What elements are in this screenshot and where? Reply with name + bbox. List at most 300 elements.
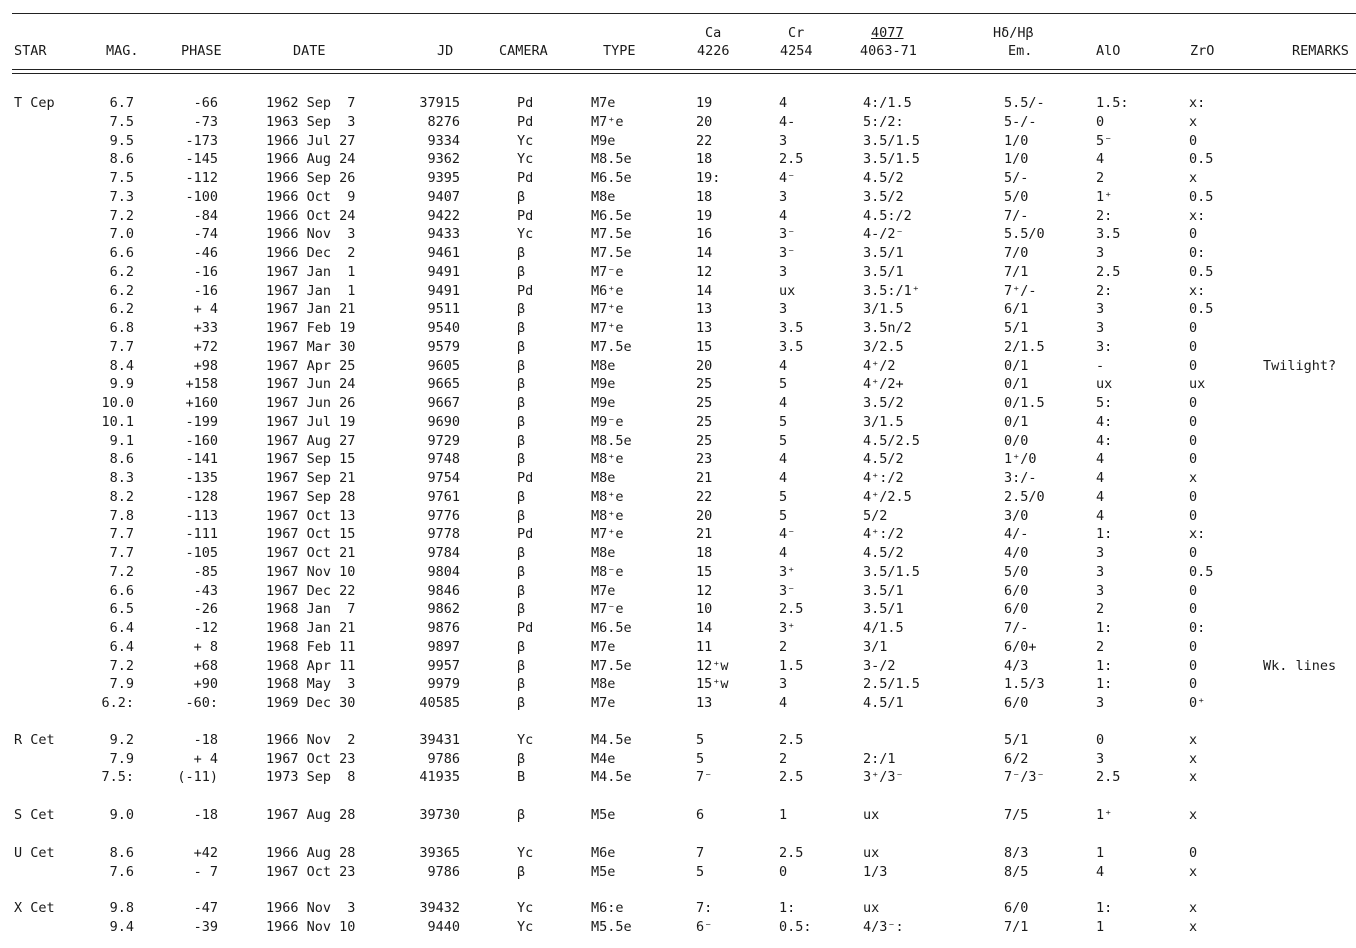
cell-zro: x	[1189, 750, 1198, 767]
cell-cr: 1	[779, 807, 788, 823]
cell-date: 1968 May 3	[266, 676, 356, 693]
cell-alo: 5⁻	[1096, 132, 1113, 149]
cell-jd: 9729	[427, 432, 460, 449]
cell-type: M4.5e	[591, 731, 632, 748]
cell-camera: β	[517, 357, 526, 374]
cell-zro: x:	[1189, 526, 1206, 543]
cell-alo: 3	[1096, 563, 1105, 580]
cell-ca: 7:	[696, 900, 713, 917]
cell-ratio: 2:/1	[863, 750, 896, 767]
cell-phase: -74	[193, 226, 218, 243]
cell-zro: x	[1189, 470, 1198, 486]
cell-star: R Cet	[14, 731, 55, 748]
cell-cr: 2.5	[779, 151, 804, 168]
cell-cr: 3	[779, 188, 788, 205]
cell-h: 1/0	[1004, 151, 1029, 168]
cell-camera: Pd	[517, 170, 534, 186]
cell-ratio: 3.5n/2	[863, 320, 912, 336]
cell-type: M6.5e	[591, 620, 632, 636]
cell-cr: 4	[779, 207, 788, 224]
cell-camera: β	[517, 301, 526, 318]
cell-h: 5/1	[1004, 320, 1029, 336]
cell-h: 6/2	[1004, 750, 1029, 767]
cell-ca: 14	[696, 245, 713, 261]
cell-alo: 1:	[1096, 676, 1113, 693]
cell-ca: 12	[696, 582, 713, 599]
cell-ratio: 4.5/2.5	[863, 432, 920, 449]
cell-phase: -160	[185, 432, 218, 449]
cell-mag: 9.8	[109, 900, 134, 917]
cell-ratio: 3.5/1.5	[863, 132, 920, 149]
cell-camera: β	[517, 582, 526, 599]
cell-type: M5e	[591, 863, 616, 880]
header-cr-element: Cr	[788, 25, 805, 41]
cell-ratio: 3/1	[863, 638, 888, 655]
cell-alo: 2:	[1096, 207, 1113, 224]
cell-type: M6.5e	[591, 170, 632, 186]
cell-h: 5-/-	[1004, 113, 1037, 130]
cell-cr: 4	[779, 470, 788, 486]
cell-camera: Pd	[517, 282, 534, 299]
cell-alo: 2.5	[1096, 769, 1121, 786]
cell-zro: x	[1189, 170, 1198, 186]
cell-camera: β	[517, 320, 526, 336]
cell-camera: β	[517, 376, 526, 393]
cell-h: 5/-	[1004, 170, 1029, 186]
cell-zro: 0	[1189, 413, 1198, 430]
cell-camera: β	[517, 338, 526, 355]
cell-ca: 13	[696, 695, 713, 711]
cell-cr: 2	[779, 638, 788, 655]
cell-h: 6/0	[1004, 601, 1029, 618]
cell-jd: 40585	[419, 695, 460, 711]
cell-jd: 9979	[427, 676, 460, 693]
cell-camera: β	[517, 601, 526, 618]
cell-type: M9⁻e	[591, 413, 624, 430]
cell-ratio: 4.5/2	[863, 451, 904, 468]
cell-alo: 4	[1096, 863, 1105, 880]
cell-camera: β	[517, 451, 526, 468]
cell-jd: 9422	[427, 207, 460, 224]
cell-mag: 6.2	[109, 282, 134, 299]
cell-type: M4e	[591, 750, 616, 767]
cell-phase: +98	[193, 357, 218, 374]
cell-jd: 9440	[427, 919, 460, 935]
cell-h: 7/-	[1004, 207, 1029, 224]
cell-camera: B	[517, 769, 526, 786]
cell-cr: 2.5	[779, 731, 804, 748]
header-alo: AlO	[1096, 43, 1121, 59]
cell-cr: 3	[779, 676, 788, 693]
cell-camera: β	[517, 807, 526, 823]
cell-camera: Pd	[517, 113, 534, 130]
header-mag: MAG.	[106, 43, 139, 59]
cell-camera: Yc	[517, 132, 534, 149]
cell-zro: x	[1189, 863, 1198, 880]
cell-mag: 6.5	[109, 601, 134, 618]
cell-ca: 13	[696, 320, 713, 336]
cell-camera: Pd	[517, 620, 534, 636]
cell-date: 1966 Jul 27	[266, 132, 356, 149]
cell-ratio: 4-/2⁻	[863, 226, 904, 243]
cell-alo: 4:	[1096, 413, 1113, 430]
cell-zro: x:	[1189, 282, 1206, 299]
cell-ratio: ux	[863, 807, 880, 823]
cell-camera: Yc	[517, 226, 534, 243]
cell-mag: 9.2	[109, 731, 134, 748]
cell-ca: 15⁺w	[696, 676, 729, 693]
cell-h: 7⁺/-	[1004, 282, 1037, 299]
cell-ratio: 1/3	[863, 863, 888, 880]
cell-h: 0/1	[1004, 357, 1029, 374]
cell-phase: +33	[193, 320, 218, 336]
cell-date: 1966 Dec 2	[266, 245, 356, 261]
cell-cr: 1:	[779, 900, 796, 917]
cell-ca: 5	[696, 863, 705, 880]
cell-ratio: 3.5/2	[863, 188, 904, 205]
cell-mag: 7.2	[109, 563, 134, 580]
cell-jd: 9804	[427, 563, 460, 580]
cell-phase: (-11)	[177, 769, 218, 786]
cell-mag: 7.7	[109, 526, 134, 543]
cell-mag: 7.7	[109, 545, 134, 561]
cell-cr: 3.5	[779, 320, 804, 336]
cell-type: M8⁺e	[591, 451, 624, 468]
cell-date: 1966 Nov 2	[266, 731, 356, 748]
cell-cr: ux	[779, 282, 796, 299]
cell-h: 4/0	[1004, 545, 1029, 561]
cell-type: M8e	[591, 470, 616, 486]
cell-cr: 4	[779, 451, 788, 468]
cell-ratio: 3.5/1	[863, 245, 904, 261]
cell-camera: β	[517, 695, 526, 711]
cell-date: 1967 Jun 26	[266, 395, 356, 411]
cell-remarks: Wk. lines	[1263, 657, 1337, 674]
cell-mag: 6.2	[109, 263, 134, 280]
cell-ca: 11	[696, 638, 713, 655]
cell-phase: -141	[185, 451, 218, 468]
cell-cr: 4-	[779, 113, 796, 130]
cell-zro: 0	[1189, 545, 1198, 561]
cell-type: M8e	[591, 676, 616, 693]
cell-mag: 7.5:	[101, 769, 134, 786]
cell-jd: 9846	[427, 582, 460, 599]
cell-date: 1966 Sep 26	[266, 170, 356, 186]
cell-ca: 21	[696, 526, 713, 543]
cell-camera: β	[517, 863, 526, 880]
cell-jd: 9491	[427, 282, 460, 299]
cell-alo: ux	[1096, 376, 1113, 393]
cell-jd: 9334	[427, 132, 460, 149]
cell-jd: 39365	[419, 844, 460, 861]
cell-type: M7.5e	[591, 245, 632, 261]
cell-date: 1966 Nov 3	[266, 900, 356, 917]
cell-zro: 0	[1189, 676, 1198, 693]
cell-alo: 3	[1096, 695, 1105, 711]
cell-jd: 9957	[427, 657, 460, 674]
top-rule	[12, 13, 1356, 14]
header-type: TYPE	[603, 43, 636, 59]
cell-ratio: 5/2	[863, 507, 888, 524]
cell-ratio: 4:/1.5	[863, 95, 912, 111]
cell-ratio: 3/2.5	[863, 338, 904, 355]
cell-camera: β	[517, 657, 526, 674]
cell-zro: 0	[1189, 338, 1198, 355]
cell-type: M7⁻e	[591, 263, 624, 280]
cell-date: 1967 Oct 23	[266, 863, 356, 880]
cell-zro: x:	[1189, 95, 1206, 111]
cell-camera: Yc	[517, 919, 534, 935]
cell-date: 1966 Aug 28	[266, 844, 356, 861]
cell-alo: 3	[1096, 582, 1105, 599]
cell-ca: 19	[696, 207, 713, 224]
cell-phase: +90	[193, 676, 218, 693]
cell-type: M5.5e	[591, 919, 632, 935]
cell-ca: 5	[696, 731, 705, 748]
cell-camera: Pd	[517, 207, 534, 224]
cell-zro: 0⁺	[1189, 695, 1206, 711]
cell-type: M6.5e	[591, 207, 632, 224]
cell-cr: 4	[779, 545, 788, 561]
cell-date: 1967 Apr 25	[266, 357, 356, 374]
cell-alo: 1⁺	[1096, 188, 1113, 205]
cell-jd: 9862	[427, 601, 460, 618]
cell-ca: 22	[696, 132, 713, 149]
cell-ca: 15	[696, 338, 713, 355]
cell-ratio: 2.5/1.5	[863, 676, 920, 693]
cell-type: M7⁺e	[591, 526, 624, 543]
cell-h: 1.5/3	[1004, 676, 1045, 693]
cell-zro: 0	[1189, 507, 1198, 524]
cell-date: 1967 Oct 21	[266, 545, 356, 561]
cell-jd: 39431	[419, 731, 460, 748]
cell-date: 1967 Jan 1	[266, 282, 356, 299]
cell-mag: 9.0	[109, 807, 134, 823]
cell-h: 2.5/0	[1004, 488, 1045, 505]
cell-cr: 4	[779, 395, 788, 411]
cell-phase: -16	[193, 263, 218, 280]
cell-ratio: ux	[863, 844, 880, 861]
cell-alo: 4	[1096, 451, 1105, 468]
cell-zro: 0.5	[1189, 188, 1214, 205]
cell-mag: 8.6	[109, 451, 134, 468]
header-zro: ZrO	[1190, 43, 1215, 59]
cell-jd: 9461	[427, 245, 460, 261]
header-rule-1	[12, 69, 1356, 70]
cell-ca: 5	[696, 750, 705, 767]
cell-phase: + 4	[193, 301, 218, 318]
cell-phase: -85	[193, 563, 218, 580]
cell-jd: 9786	[427, 750, 460, 767]
cell-type: M7e	[591, 582, 616, 599]
cell-jd: 9776	[427, 507, 460, 524]
cell-jd: 9407	[427, 188, 460, 205]
header-camera: CAMERA	[499, 43, 548, 59]
cell-ca: 25	[696, 376, 713, 393]
cell-camera: Yc	[517, 151, 534, 168]
cell-zro: 0	[1189, 638, 1198, 655]
cell-jd: 9579	[427, 338, 460, 355]
cell-h: 7/1	[1004, 263, 1029, 280]
cell-phase: + 8	[193, 638, 218, 655]
header-date: DATE	[293, 43, 326, 59]
cell-ca: 13	[696, 301, 713, 318]
cell-ca: 10	[696, 601, 713, 618]
cell-phase: +42	[193, 844, 218, 861]
cell-h: 7/1	[1004, 919, 1029, 935]
cell-jd: 9761	[427, 488, 460, 505]
cell-h: 1/0	[1004, 132, 1029, 149]
cell-h: 5.5/-	[1004, 95, 1045, 111]
cell-zro: 0	[1189, 451, 1198, 468]
cell-date: 1966 Nov 3	[266, 226, 356, 243]
cell-camera: β	[517, 413, 526, 430]
header-jd: JD	[437, 43, 454, 59]
cell-h: 2/1.5	[1004, 338, 1045, 355]
cell-ratio: 3.5/1	[863, 582, 904, 599]
cell-cr: 4	[779, 357, 788, 374]
header-ratio-numerator: 4077	[871, 25, 904, 41]
cell-ca: 25	[696, 413, 713, 430]
cell-zro: x	[1189, 900, 1198, 917]
cell-ca: 20	[696, 113, 713, 130]
cell-date: 1967 Aug 28	[266, 807, 356, 823]
cell-ratio: 4/1.5	[863, 620, 904, 636]
cell-alo: 1⁺	[1096, 807, 1113, 823]
cell-cr: 2.5	[779, 844, 804, 861]
cell-mag: 8.4	[109, 357, 134, 374]
cell-jd: 9433	[427, 226, 460, 243]
cell-mag: 7.5	[109, 170, 134, 186]
cell-date: 1967 Sep 15	[266, 451, 356, 468]
cell-type: M4.5e	[591, 769, 632, 786]
cell-phase: -84	[193, 207, 218, 224]
cell-type: M7e	[591, 638, 616, 655]
cell-h: 5.5/0	[1004, 226, 1045, 243]
cell-cr: 0.5:	[779, 919, 812, 935]
cell-zro: 0	[1189, 432, 1198, 449]
cell-h: 4/3	[1004, 657, 1029, 674]
cell-phase: + 4	[193, 750, 218, 767]
cell-mag: 8.3	[109, 470, 134, 486]
cell-date: 1966 Oct 9	[266, 188, 356, 205]
cell-alo: 1:	[1096, 526, 1113, 543]
cell-ratio: 3/1.5	[863, 413, 904, 430]
cell-mag: 6.4	[109, 620, 134, 636]
cell-phase: +160	[185, 395, 218, 411]
cell-mag: 7.2	[109, 207, 134, 224]
cell-alo: 3	[1096, 320, 1105, 336]
cell-type: M7.5e	[591, 338, 632, 355]
cell-cr: 5	[779, 488, 788, 505]
cell-ratio: 3.5/1	[863, 601, 904, 618]
cell-h: 5/1	[1004, 731, 1029, 748]
cell-camera: β	[517, 395, 526, 411]
cell-zro: 0.5	[1189, 563, 1214, 580]
cell-ratio: 3.5/2	[863, 395, 904, 411]
cell-jd: 9690	[427, 413, 460, 430]
cell-type: M8⁺e	[591, 488, 624, 505]
cell-ca: 6	[696, 807, 705, 823]
cell-mag: 6.6	[109, 245, 134, 261]
cell-zro: 0	[1189, 488, 1198, 505]
cell-h: 3/0	[1004, 507, 1029, 524]
cell-h: 6/0	[1004, 695, 1029, 711]
cell-mag: 6.2:	[101, 695, 134, 711]
cell-ratio: 4/3⁻:	[863, 919, 904, 935]
cell-ratio: 4⁺/2+	[863, 376, 904, 393]
cell-jd: 37915	[419, 95, 460, 111]
cell-type: M7⁺e	[591, 113, 624, 130]
cell-ca: 12⁺w	[696, 657, 729, 674]
cell-jd: 9540	[427, 320, 460, 336]
cell-type: M9e	[591, 376, 616, 393]
cell-alo: 2	[1096, 170, 1105, 186]
cell-date: 1967 Oct 13	[266, 507, 356, 524]
cell-ca: 20	[696, 507, 713, 524]
cell-ratio: 3.5/1	[863, 263, 904, 280]
cell-date: 1967 Jan 1	[266, 263, 356, 280]
cell-phase: -73	[193, 113, 218, 130]
cell-mag: 6.4	[109, 638, 134, 655]
cell-type: M8e	[591, 357, 616, 374]
cell-ratio: 3⁺/3⁻	[863, 769, 904, 786]
cell-type: M8.5e	[591, 432, 632, 449]
cell-zro: 0	[1189, 844, 1198, 861]
cell-phase: -16	[193, 282, 218, 299]
cell-mag: 6.7	[109, 95, 134, 111]
cell-date: 1967 Oct 23	[266, 750, 356, 767]
cell-mag: 9.4	[109, 919, 134, 935]
cell-phase: -12	[193, 620, 218, 636]
cell-ca: 16	[696, 226, 713, 243]
cell-camera: β	[517, 488, 526, 505]
header-ratio-denominator: 4063-71	[860, 43, 917, 59]
cell-camera: Yc	[517, 731, 534, 748]
cell-ratio: 4⁺:/2	[863, 470, 904, 486]
cell-camera: Pd	[517, 470, 534, 486]
cell-cr: 3	[779, 301, 788, 318]
cell-ca: 21	[696, 470, 713, 486]
cell-h: 7/5	[1004, 807, 1029, 823]
cell-type: M9e	[591, 395, 616, 411]
cell-date: 1967 Jan 21	[266, 301, 356, 318]
cell-star: X Cet	[14, 900, 55, 917]
cell-phase: - 7	[193, 863, 218, 880]
cell-remarks: Twilight?	[1263, 357, 1337, 374]
cell-alo: 1.5:	[1096, 95, 1129, 111]
cell-zro: 0	[1189, 601, 1198, 618]
cell-camera: β	[517, 507, 526, 524]
cell-ratio: 4⁺/2.5	[863, 488, 912, 505]
cell-zro: 0	[1189, 582, 1198, 599]
cell-ca: 18	[696, 188, 713, 205]
cell-type: M6:e	[591, 900, 624, 917]
cell-phase: -199	[185, 413, 218, 430]
cell-zro: ux	[1189, 376, 1206, 393]
cell-date: 1966 Nov 10	[266, 919, 356, 935]
cell-camera: Pd	[517, 95, 534, 111]
cell-date: 1967 Jul 19	[266, 413, 356, 430]
cell-h: 6/0	[1004, 900, 1029, 917]
cell-cr: 4	[779, 695, 788, 711]
cell-type: M8e	[591, 188, 616, 205]
cell-jd: 9748	[427, 451, 460, 468]
cell-ratio: 3-/2	[863, 657, 896, 674]
cell-phase: -111	[185, 526, 218, 543]
cell-ratio: 4.5:/2	[863, 207, 912, 224]
cell-type: M9e	[591, 132, 616, 149]
